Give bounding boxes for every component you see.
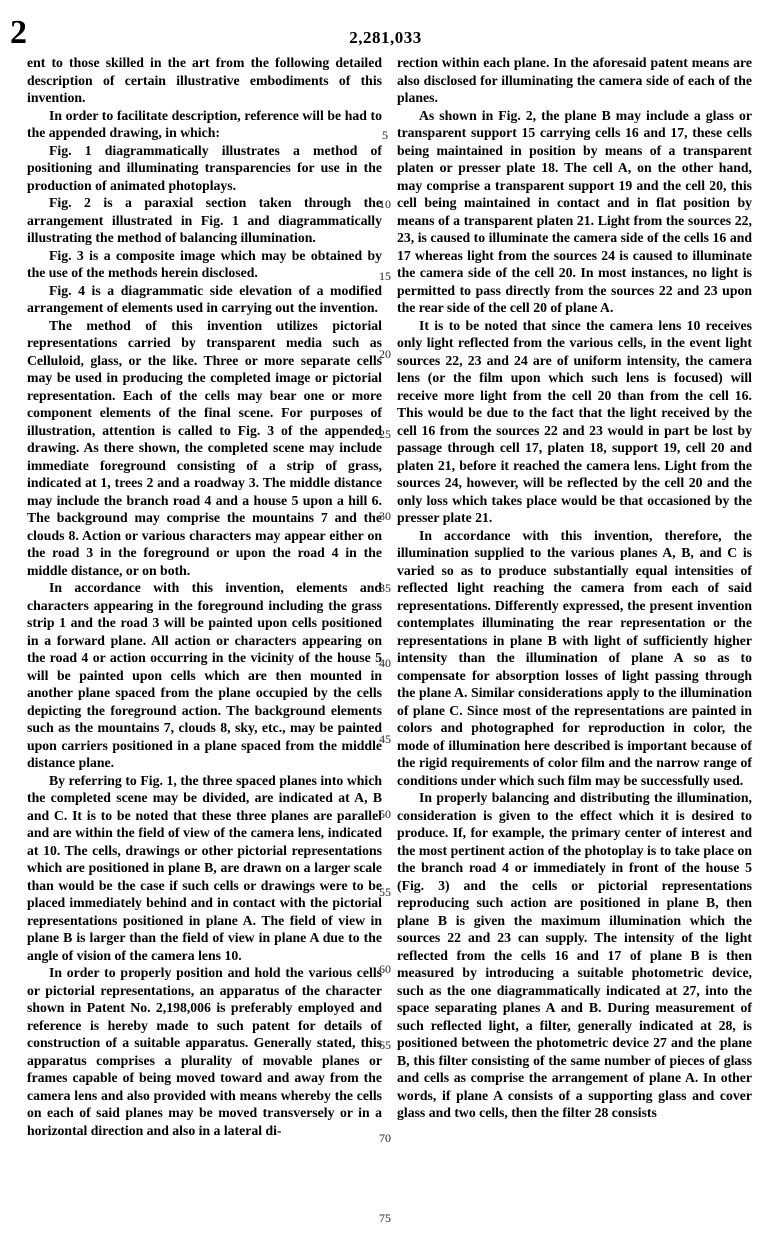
line-number: 35 <box>379 581 391 595</box>
line-number: 10 <box>379 197 391 211</box>
line-number: 70 <box>379 1131 391 1145</box>
page-number: 2 <box>10 14 27 51</box>
paragraph: In accordance with this invention, elements and characters appearing in the foreground including the grass strip 1 and the road 3 will be painted upon cells positioned in a forward plane. All action or characters appearing on the road 4 or action occurring in the vicinity of the house 5 will be painted upon cells which are then mounted in another plane spaced from the plane occupied by the cells depicting the foreground action. The background elements such as the mountains 7, clouds 8, sky, etc., may be painted upon carriers positioned in a plane spaced from the middle distance plane. <box>27 580 382 770</box>
line-number-gutter <box>373 0 397 1251</box>
paragraph: By referring to Fig. 1, the three spaced planes into which the completed scene may be divided, are indicated at A, B and C. It is to be noted that these three planes are parallel and are within the field of view of the camera lens, indicated at 10. The cells, drawings or other pictorial representations which are positioned in plane B, are drawn on a larger scale than would be the case if such cells or drawings were to be placed immediately behind and in contact with the pictorial representations positioned in plane A. The field of view in plane B is larger than the field of view in plane A due to the angle of vision of the camera lens 10. <box>27 772 382 963</box>
line-number: 45 <box>379 732 391 746</box>
paragraph: Fig. 2 is a paraxial section taken through the arrangement illustrated in Fig. 1 and diagrammatically illustrating the method of balancing illumination. <box>27 195 382 245</box>
paragraph: The method of this invention utilizes pictorial representations carried by transparent media such as Celluloid, glass, or the like. Three or more separate cells may be used in producing the completed image or pictorial representation. Each of the cells may bear one or more component elements of the final scene. For purposes of illustration, attention is called to Fig. 3 of the appended drawing. As there shown, the completed scene may include immediate foreground consisting of a strip of grass, indicated at 1, trees 2 and a roadway 3. The middle distance may include the branch road 4 and a house 5 upon a hill 6. The background may comprise the mountains 7 and the clouds 8. Action or various characters may appear either on the road 3 in the foreground or upon the road 4 in the middle distance, or on both. <box>27 317 382 578</box>
line-number: 15 <box>379 269 391 283</box>
line-number: 65 <box>379 1038 391 1052</box>
line-number: 25 <box>379 427 391 441</box>
paragraph: Fig. 3 is a composite image which may be obtained by the use of the methods herein disclosed. <box>27 247 382 280</box>
right-column <box>397 54 752 1122</box>
paragraph: Fig. 4 is a diagrammatic side elevation of a modified arrangement of elements used in carrying out the invention. <box>27 282 382 315</box>
line-number: 40 <box>379 656 391 670</box>
paragraph: As shown in Fig. 2, the plane B may include a glass or transparent support 15 carrying cells 16 and 17, these cells being maintained in position by means of a transparent platen or presser plate 18. The cell A, on the other hand, may comprise a transparent support 19 and the cell 20, this cell being maintained in contact and in flat position by means of a transparent platen 21. Light from the sources 22, 23, is caused to illuminate the camera side of the cells 16 and 17 whereas light from the sources 24 is caused to illuminate the camera side of the cell 20. In most instances, no light is permitted to pass directly from the sources 22 and 23 upon the rear side of the cell 20 of plane A. <box>397 107 752 315</box>
line-number: 75 <box>379 1211 391 1225</box>
line-number: 20 <box>379 347 391 361</box>
patent-number: 2,281,033 <box>349 28 422 47</box>
line-number: 5 <box>382 128 388 142</box>
paragraph: In order to properly position and hold the various cells or pictorial representations, an apparatus of the character shown in Patent No. 2,198,006 is preferably employed and reference is hereby made to such patent for details of construction of a suitable apparatus. Generally stated, this apparatus comprises a plurality of movable planes or frames capable of being moved toward and away from the camera lens and also provided with means whereby the cells on each of said planes may be moved transversely or in a horizontal direction and also in a lateral di- <box>27 965 382 1138</box>
paragraph: In accordance with this invention, therefore, the illumination supplied to the various planes A, B, and C is varied so as to produce substantially equal intensities of reflected light reaching the camera from each of said representations. Differently expressed, the present invention contemplates illuminating the rear representation or the representations in plane B with light of sufficiently higher intensity than the illumination of plane A so as to compensate for absorption losses of light passing through the plane A. Similar considerations apply to the illumination of plane C. Since most of the representations are painted in colors and photographed for reproduction in color, the mode of illumination here described is important because of the rigid requirements of color film and the narrow range of conditions under which such film may be successfully used. <box>397 527 752 788</box>
paragraph: In order to facilitate description, reference will be had to the appended drawing, in which: <box>27 107 382 140</box>
line-number: 55 <box>379 885 391 899</box>
paragraph: Fig. 1 diagrammatically illustrates a method of positioning and illuminating transparencies for use in the production of animated photoplays. <box>27 142 382 193</box>
line-number: 30 <box>379 509 391 523</box>
paragraph: It is to be noted that since the camera lens 10 receives only light reflected from the various cells, in the event light sources 22, 23 and 24 are of uniform intensity, the camera lens (or the film upon which such lens is focused) will receive more light from the cell 20 than from the cell 16. This would be due to the fact that the light received by the cell 16 from the sources 22 and 23 would in part be lost by passage through cell 17, platen 18, support 19, cell 20 and platen 21, before it reached the camera lens. Light from the sources 24, however, will be reflected by the cell 20 and the only loss which takes place would be that occasioned by the presser plate 21. <box>397 317 752 525</box>
left-column <box>27 54 382 1139</box>
paragraph: In properly balancing and distributing the illumination, consideration is given to the effect which it is desired to produce. If, for example, the primary center of interest and the most pertinent action of the photoplay is to take place on the branch road 4 or immediately in front of the house 5 (Fig. 3) and the cells or pictorial representations reproducing such action are positioned in plane B, then plane B is given the maximum illumination which the sources 22 and 23 can supply. The intensity of the light reflected from the cells 16 and 17 of plane B is then measured by introducing a suitable photometric device, such as the one diagrammatically indicated at 27, into the space separating planes A and B. During measurement of such reflected light, a filter, generally indicated at 28, is positioned between the photometric device 27 and the plane B, this filter consisting of the same number of pieces of glass and cells as comprise the arrangement of plane A. In other words, if plane A consists of a supporting glass and cover glass and two cells, then the filter 28 consists <box>397 790 752 1120</box>
paragraph: rection within each plane. In the aforesaid patent means are also disclosed for illuminating the camera side of each of the planes. <box>397 55 752 105</box>
paragraph: ent to those skilled in the art from the following detailed description of certain illustrative embodiments of this invention. <box>27 55 382 105</box>
line-number: 50 <box>379 807 391 821</box>
line-number: 60 <box>379 962 391 976</box>
